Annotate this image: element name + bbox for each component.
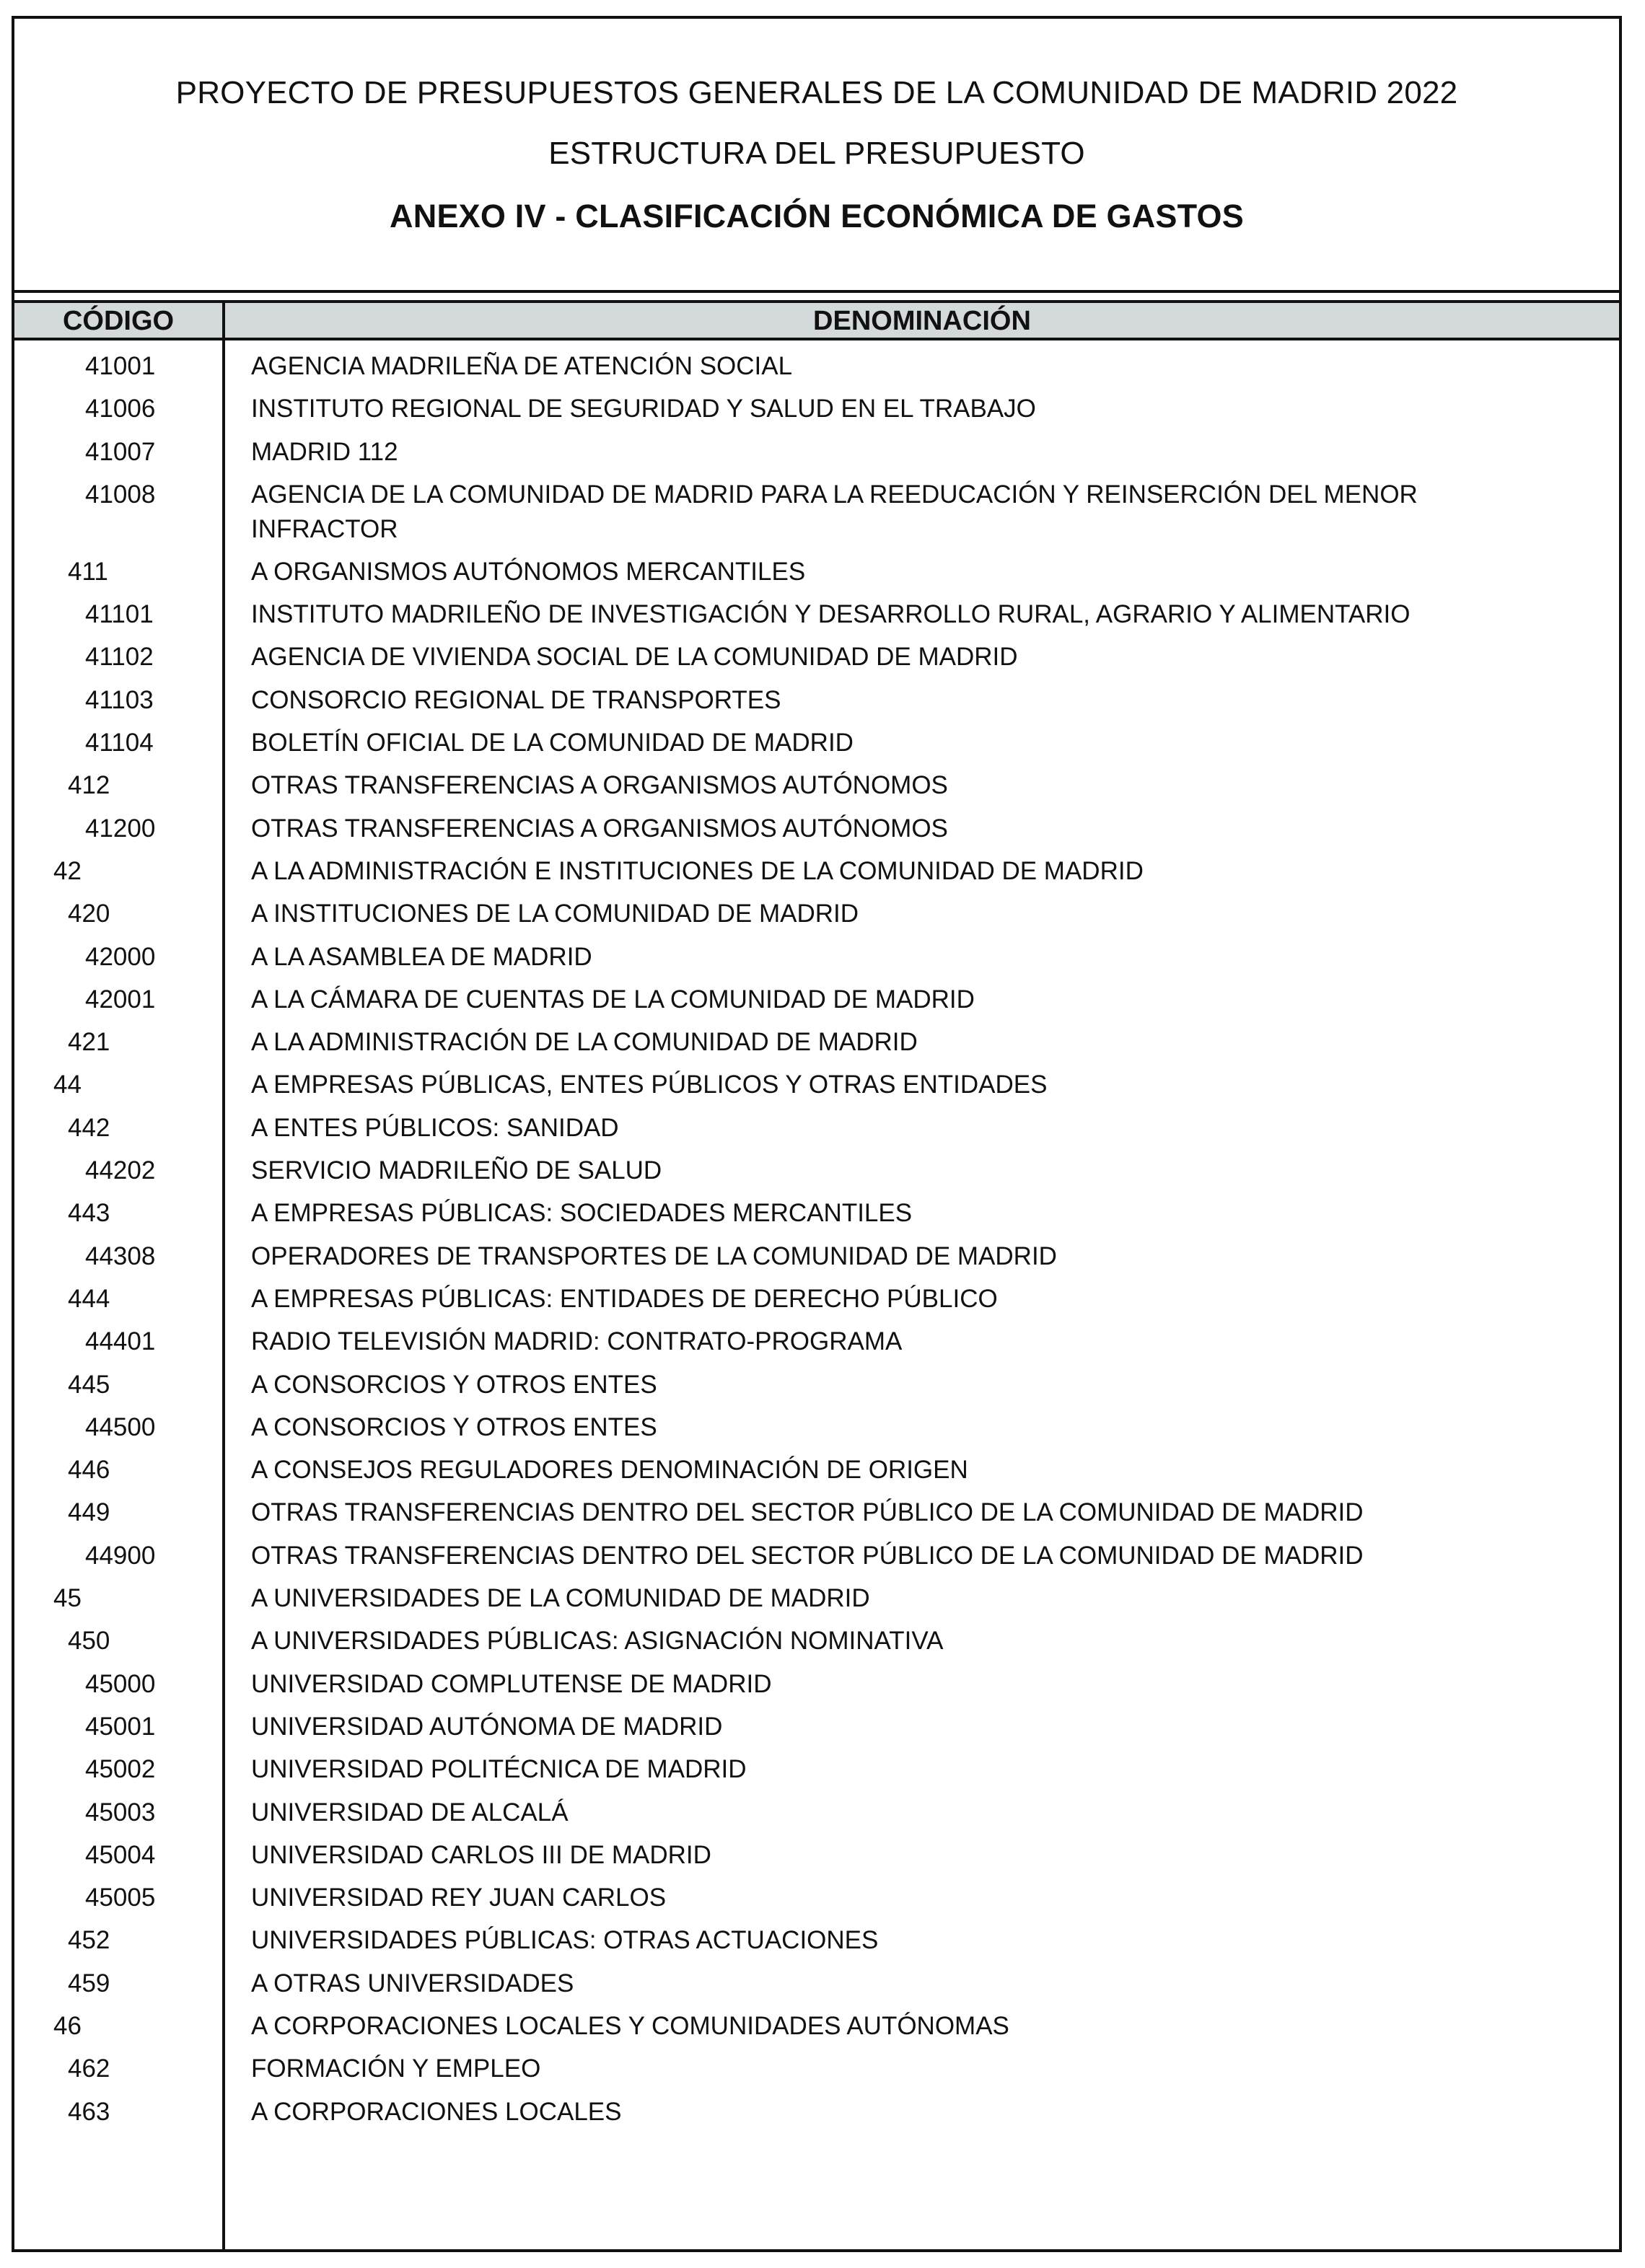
row-code: 445	[68, 1370, 110, 1399]
row-name: OTRAS TRANSFERENCIAS DENTRO DEL SECTOR PÚBLICO DE LA COMUNIDAD DE MADRID	[251, 1498, 1364, 1527]
table-body	[14, 340, 1619, 2129]
table-row	[14, 974, 1619, 1016]
table-row	[14, 426, 1619, 469]
row-code: 452	[68, 1926, 110, 1955]
row-name: A CORPORACIONES LOCALES Y COMUNIDADES AUTÓNOMAS	[251, 2011, 1009, 2040]
row-code: 41101	[85, 600, 154, 629]
document-header	[14, 19, 1619, 293]
row-name: A CONSORCIOS Y OTROS ENTES	[251, 1412, 657, 1441]
row-name: A CONSEJOS REGULADORES DENOMINACIÓN DE ORIGEN	[251, 1456, 968, 1485]
table-row	[14, 1615, 1619, 1658]
document-frame	[12, 16, 1622, 2252]
table-row	[14, 1701, 1619, 1744]
row-name: INSTITUTO MADRILEÑO DE INVESTIGACIÓN Y DESARROLLO RURAL, AGRARIO Y ALIMENTARIO	[251, 600, 1411, 629]
row-code: 41001	[85, 352, 156, 380]
table-row	[14, 1487, 1619, 1529]
table-row	[14, 2086, 1619, 2129]
row-code: 45004	[85, 1840, 156, 1869]
row-code: 45005	[85, 1884, 156, 1912]
row-name: A LA ASAMBLEA DE MADRID	[251, 942, 592, 971]
row-name: A ENTES PÚBLICOS: SANIDAD	[251, 1113, 619, 1142]
row-name: UNIVERSIDAD COMPLUTENSE DE MADRID	[251, 1669, 772, 1698]
row-name: BOLETÍN OFICIAL DE LA COMUNIDAD DE MADRID	[251, 729, 854, 757]
row-code: 462	[68, 2054, 110, 2083]
row-code: 44401	[85, 1327, 156, 1356]
row-code: 46	[53, 2011, 82, 2040]
row-name: A INSTITUCIONES DE LA COMUNIDAD DE MADRID	[251, 900, 859, 928]
table-row	[14, 1744, 1619, 1786]
row-name: UNIVERSIDAD AUTÓNOMA DE MADRID	[251, 1712, 723, 1741]
table-row	[14, 1102, 1619, 1145]
table-row	[14, 546, 1619, 589]
row-name: A LA ADMINISTRACIÓN DE LA COMUNIDAD DE MADRID	[251, 1028, 918, 1057]
row-code: 44	[53, 1071, 82, 1099]
row-name: OTRAS TRANSFERENCIAS DENTRO DEL SECTOR PÚBLICO DE LA COMUNIDAD DE MADRID	[251, 1541, 1364, 1570]
table-row	[14, 469, 1619, 546]
table-row	[14, 1658, 1619, 1701]
row-name: UNIVERSIDADES PÚBLICAS: OTRAS ACTUACIONES	[251, 1926, 879, 1955]
table-row	[14, 1915, 1619, 1957]
document-title: PROYECTO DE PRESUPUESTOS GENERALES DE LA COMUNIDAD DE MADRID 2022	[175, 75, 1458, 110]
row-code: 45000	[85, 1669, 156, 1698]
row-code: 42000	[85, 942, 156, 971]
table-row	[14, 1402, 1619, 1444]
table-row	[14, 803, 1619, 845]
row-code: 411	[68, 557, 108, 586]
table-row	[14, 1231, 1619, 1273]
row-code: 42	[53, 856, 82, 885]
table-row	[14, 2043, 1619, 2085]
table-row	[14, 674, 1619, 717]
table-row	[14, 1530, 1619, 1573]
row-code: 44900	[85, 1541, 156, 1570]
row-code: 41008	[85, 480, 156, 509]
table-row	[14, 1444, 1619, 1487]
row-name: UNIVERSIDAD CARLOS III DE MADRID	[251, 1840, 711, 1869]
row-name: UNIVERSIDAD REY JUAN CARLOS	[251, 1884, 667, 1912]
row-name: A ORGANISMOS AUTÓNOMOS MERCANTILES	[251, 557, 806, 586]
row-name: A EMPRESAS PÚBLICAS: ENTIDADES DE DERECHO PÚBLICO	[251, 1284, 998, 1313]
row-code: 41006	[85, 395, 156, 423]
row-code: 446	[68, 1456, 110, 1485]
row-name: OTRAS TRANSFERENCIAS A ORGANISMOS AUTÓNOMOS	[251, 814, 948, 843]
table-header	[14, 300, 1619, 340]
row-name: A CONSORCIOS Y OTROS ENTES	[251, 1370, 657, 1399]
row-name: A LA CÁMARA DE CUENTAS DE LA COMUNIDAD DE MADRID	[251, 985, 975, 1014]
table-row	[14, 340, 1619, 383]
row-name: A UNIVERSIDADES PÚBLICAS: ASIGNACIÓN NOMINATIVA	[251, 1627, 944, 1656]
row-name: FORMACIÓN Y EMPLEO	[251, 2054, 541, 2083]
row-code: 41104	[85, 729, 154, 757]
table-row	[14, 1829, 1619, 1872]
row-name: A CORPORACIONES LOCALES	[251, 2097, 622, 2126]
row-code: 443	[68, 1199, 110, 1228]
row-name: A UNIVERSIDADES DE LA COMUNIDAD DE MADRID	[251, 1584, 870, 1613]
row-name: AGENCIA MADRILEÑA DE ATENCIÓN SOCIAL	[251, 352, 793, 380]
table-row	[14, 1316, 1619, 1358]
row-name: CONSORCIO REGIONAL DE TRANSPORTES	[251, 685, 781, 714]
table-row	[14, 1187, 1619, 1230]
row-code: 442	[68, 1113, 110, 1142]
row-name: OPERADORES DE TRANSPORTES DE LA COMUNIDAD DE MADRID	[251, 1241, 1057, 1270]
table-row	[14, 1787, 1619, 1829]
table-row	[14, 383, 1619, 426]
row-code: 41200	[85, 814, 156, 843]
row-code: 44202	[85, 1156, 156, 1185]
row-name: A OTRAS UNIVERSIDADES	[251, 1969, 574, 1997]
table-row	[14, 931, 1619, 974]
row-name: A LA ADMINISTRACIÓN E INSTITUCIONES DE LA COMUNIDAD DE MADRID	[251, 856, 1144, 885]
table-row	[14, 1016, 1619, 1059]
annex-title: ANEXO IV - CLASIFICACIÓN ECONÓMICA DE GASTOS	[390, 198, 1244, 234]
table-row	[14, 1145, 1619, 1187]
table-row	[14, 1359, 1619, 1402]
table-row	[14, 1872, 1619, 1915]
row-code: 459	[68, 1969, 110, 1997]
row-code: 450	[68, 1627, 110, 1656]
row-code: 44500	[85, 1412, 156, 1441]
table-row	[14, 845, 1619, 888]
table-row	[14, 1273, 1619, 1316]
row-name: UNIVERSIDAD POLITÉCNICA DE MADRID	[251, 1755, 747, 1784]
row-code: 412	[68, 771, 110, 800]
table-row	[14, 1958, 1619, 2000]
row-code: 41007	[85, 437, 156, 466]
row-code: 420	[68, 900, 110, 928]
row-name: UNIVERSIDAD DE ALCALÁ	[251, 1798, 569, 1827]
table-row	[14, 2000, 1619, 2043]
row-name: AGENCIA DE LA COMUNIDAD DE MADRID PARA LA REEDUCACIÓN Y REINSERCIÓN DEL MENOR INFRACTOR	[251, 480, 1418, 543]
row-code: 45001	[85, 1712, 156, 1741]
row-code: 41103	[85, 685, 154, 714]
row-code: 463	[68, 2097, 110, 2126]
row-name: A EMPRESAS PÚBLICAS, ENTES PÚBLICOS Y OTRAS ENTIDADES	[251, 1071, 1048, 1099]
table-row	[14, 888, 1619, 931]
row-name: MADRID 112	[251, 437, 398, 466]
row-code: 421	[68, 1028, 110, 1057]
row-code: 41102	[85, 643, 154, 672]
row-name: SERVICIO MADRILEÑO DE SALUD	[251, 1156, 662, 1185]
column-header-code: CÓDIGO	[62, 306, 175, 336]
row-name: OTRAS TRANSFERENCIAS A ORGANISMOS AUTÓNOMOS	[251, 771, 948, 800]
row-code: 44308	[85, 1241, 156, 1270]
row-code: 449	[68, 1498, 110, 1527]
table-row	[14, 631, 1619, 674]
row-code: 45002	[85, 1755, 156, 1784]
row-name: INSTITUTO REGIONAL DE SEGURIDAD Y SALUD EN EL TRABAJO	[251, 395, 1036, 423]
row-code: 45	[53, 1584, 82, 1613]
table-row	[14, 589, 1619, 631]
row-code: 444	[68, 1284, 110, 1313]
column-header-name: DENOMINACIÓN	[813, 306, 1031, 336]
document-subtitle: ESTRUCTURA DEL PRESUPUESTO	[548, 136, 1085, 171]
table-row	[14, 1573, 1619, 1615]
row-name: AGENCIA DE VIVIENDA SOCIAL DE LA COMUNIDAD DE MADRID	[251, 643, 1018, 672]
row-name: A EMPRESAS PÚBLICAS: SOCIEDADES MERCANTILES	[251, 1199, 913, 1228]
table-row	[14, 760, 1619, 802]
row-name: RADIO TELEVISIÓN MADRID: CONTRATO-PROGRAMA	[251, 1327, 903, 1356]
row-code: 42001	[85, 985, 156, 1014]
row-code: 45003	[85, 1798, 156, 1827]
table-row	[14, 717, 1619, 760]
table-row	[14, 1059, 1619, 1102]
